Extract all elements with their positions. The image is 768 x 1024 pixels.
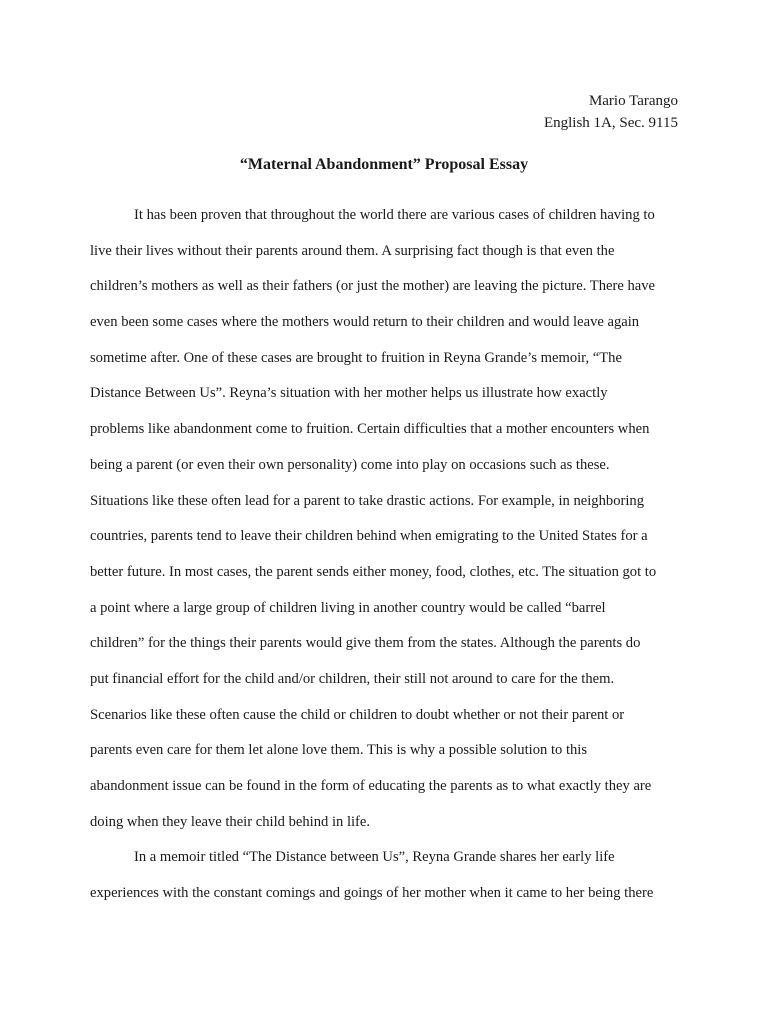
paragraph-line: abandonment issue can be found in the form of educating the parents as to what exactly they are	[90, 778, 652, 794]
paragraph-line: parents even care for them let alone love them. This is why a possible solution to this	[90, 742, 588, 759]
paragraph-line: put financial effort for the child and/or children, their still not around to care for the them.	[90, 670, 615, 687]
author-header	[544, 90, 678, 134]
paragraph-line: Situations like these often lead for a parent to take drastic actions. For example, in neighboring	[90, 492, 644, 509]
paragraph-line: doing when they leave their child behind in life.	[90, 813, 371, 830]
course-info: English 1A, Sec. 9115	[543, 115, 678, 131]
paragraph-line: countries, parents tend to leave their children behind when emigrating to the United States for a	[90, 528, 648, 545]
paragraph-line: Scenarios like these often cause the child or children to doubt whether or not their parent or	[90, 706, 625, 723]
paragraph-line: experiences with the constant comings and goings of her mother when it came to her being there	[90, 885, 654, 902]
paragraph-line: problems like abandonment come to fruition. Certain difficulties that a mother encounters when	[90, 421, 650, 438]
essay-body	[90, 198, 680, 912]
paragraph-line: Distance Between Us”. Reyna’s situation with her mother helps us illustrate how exactly	[90, 385, 608, 402]
paragraph-line: It has been proven that throughout the world there are various cases of children having to	[134, 207, 655, 223]
paragraph-line: better future. In most cases, the parent sends either money, food, clothes, etc. The situation got to	[90, 563, 657, 580]
paragraph-line: In a memoir titled “The Distance between Us”, Reyna Grande shares her early life	[134, 849, 615, 866]
paragraph-line: being a parent (or even their own personality) come into play on occasions such as these.	[90, 456, 610, 473]
paragraph-line: live their lives without their parents around them. A surprising fact though is that even the	[90, 242, 615, 259]
paragraph-line: children’s mothers as well as their fathers (or just the mother) are leaving the picture. There have	[90, 278, 656, 295]
author-name: Mario Tarango	[588, 93, 678, 109]
paragraph-line: sometime after. One of these cases are brought to fruition in Reyna Grande’s memoir, “The	[90, 349, 622, 366]
essay-title: “Maternal Abandonment” Proposal Essay	[239, 156, 529, 173]
paragraph-line: a point where a large group of children living in another country would be called “barrel	[90, 599, 606, 616]
paragraph-line: even been some cases where the mothers would return to their children and would leave again	[90, 314, 640, 331]
paragraph-line: children” for the things their parents would give them from the states. Although the parents do	[90, 635, 641, 652]
